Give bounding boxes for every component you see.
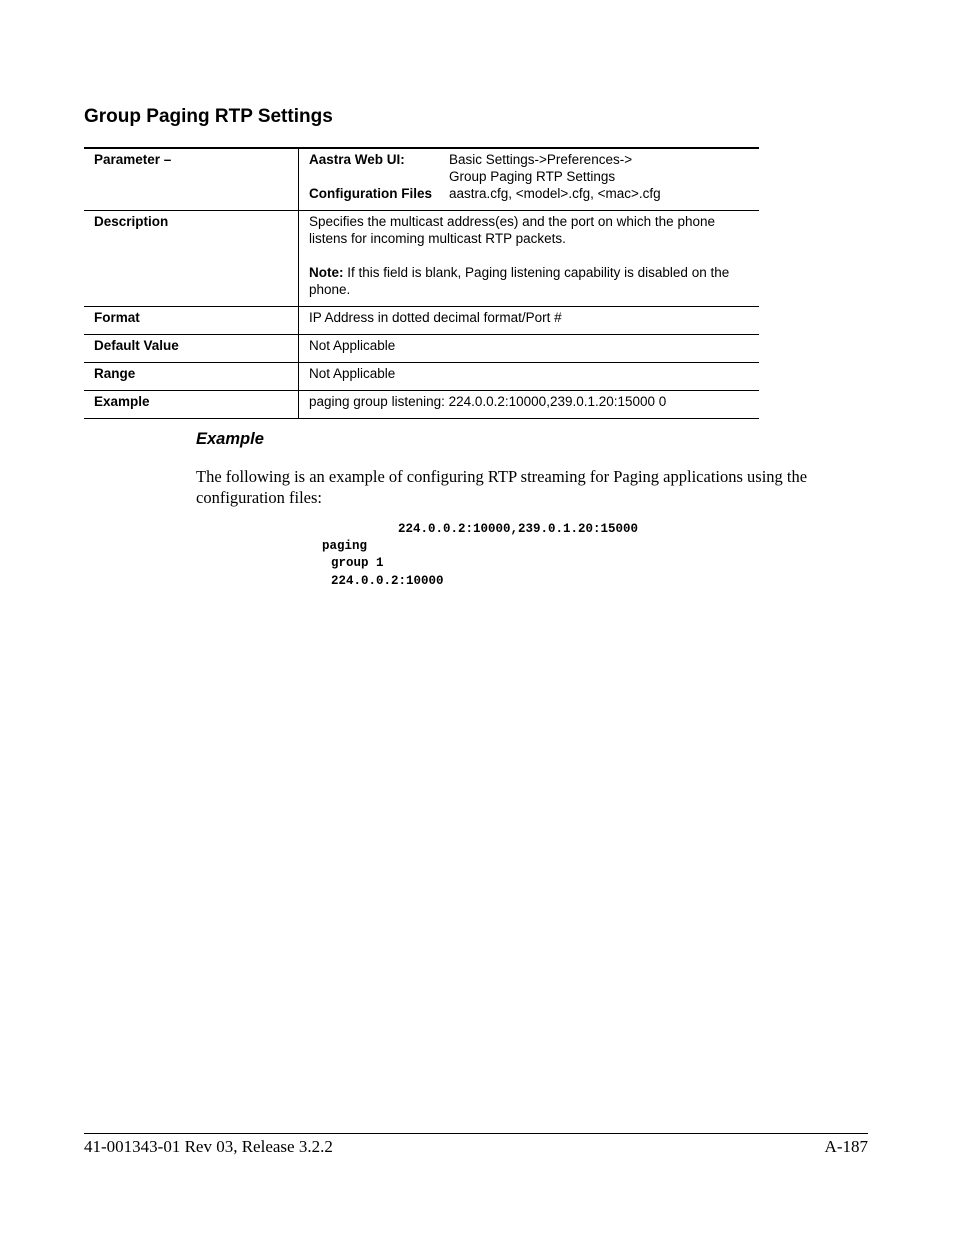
code-line-addresses: 224.0.0.2:10000,239.0.1.20:15000: [398, 522, 639, 536]
example-body-text: The following is an example of configuring RTP streaming for Paging applications using the configuration files:: [196, 467, 808, 507]
description-label: Description: [84, 211, 299, 307]
format-label: Format: [84, 307, 299, 335]
footer-page-number: A-187: [824, 1137, 868, 1156]
footer-document-id: 41-001343-01 Rev 03, Release 3.2.2: [84, 1137, 333, 1156]
web-ui-path-line1: Basic Settings->Preferences->: [449, 152, 633, 167]
example-label: Example: [84, 391, 299, 419]
table-row: [84, 211, 759, 307]
range-label: Range: [84, 363, 299, 391]
table-row: [84, 148, 759, 211]
web-ui-path-line2: Group Paging RTP Settings: [449, 169, 616, 184]
example-heading: Example: [196, 430, 264, 448]
range-value: Not Applicable: [299, 363, 760, 391]
code-line-group: group 1: [331, 556, 384, 570]
note-label: Note:: [309, 265, 344, 280]
table-row: [84, 363, 759, 391]
note-text: If this field is blank, Paging listening capability is disabled on the phone.: [309, 265, 730, 297]
table-row: [84, 335, 759, 363]
format-value: IP Address in dotted decimal format/Port #: [299, 307, 760, 335]
footer-rule: [84, 1133, 868, 1134]
default-value-label: Default Value: [84, 335, 299, 363]
parameter-label: Parameter –: [84, 148, 299, 211]
example-value: paging group listening: 224.0.0.2:10000,239.0.1.20:15000 0: [299, 391, 760, 419]
config-files-value: aastra.cfg, <model>.cfg, <mac>.cfg: [449, 186, 661, 201]
table-row: [84, 307, 759, 335]
parameter-table: [84, 147, 759, 419]
code-line-address: 224.0.0.2:10000: [331, 574, 444, 588]
description-text: Specifies the multicast address(es) and the port on which the phone listens for incoming multicast RTP packets.: [309, 214, 715, 246]
default-value: Not Applicable: [299, 335, 760, 363]
note: [309, 264, 749, 298]
table-row: [84, 391, 759, 419]
config-files-label: Configuration Files: [309, 186, 432, 201]
web-ui-label: Aastra Web UI:: [309, 152, 405, 167]
code-line-paging: paging: [322, 539, 368, 553]
section-title: Group Paging RTP Settings: [84, 106, 333, 127]
